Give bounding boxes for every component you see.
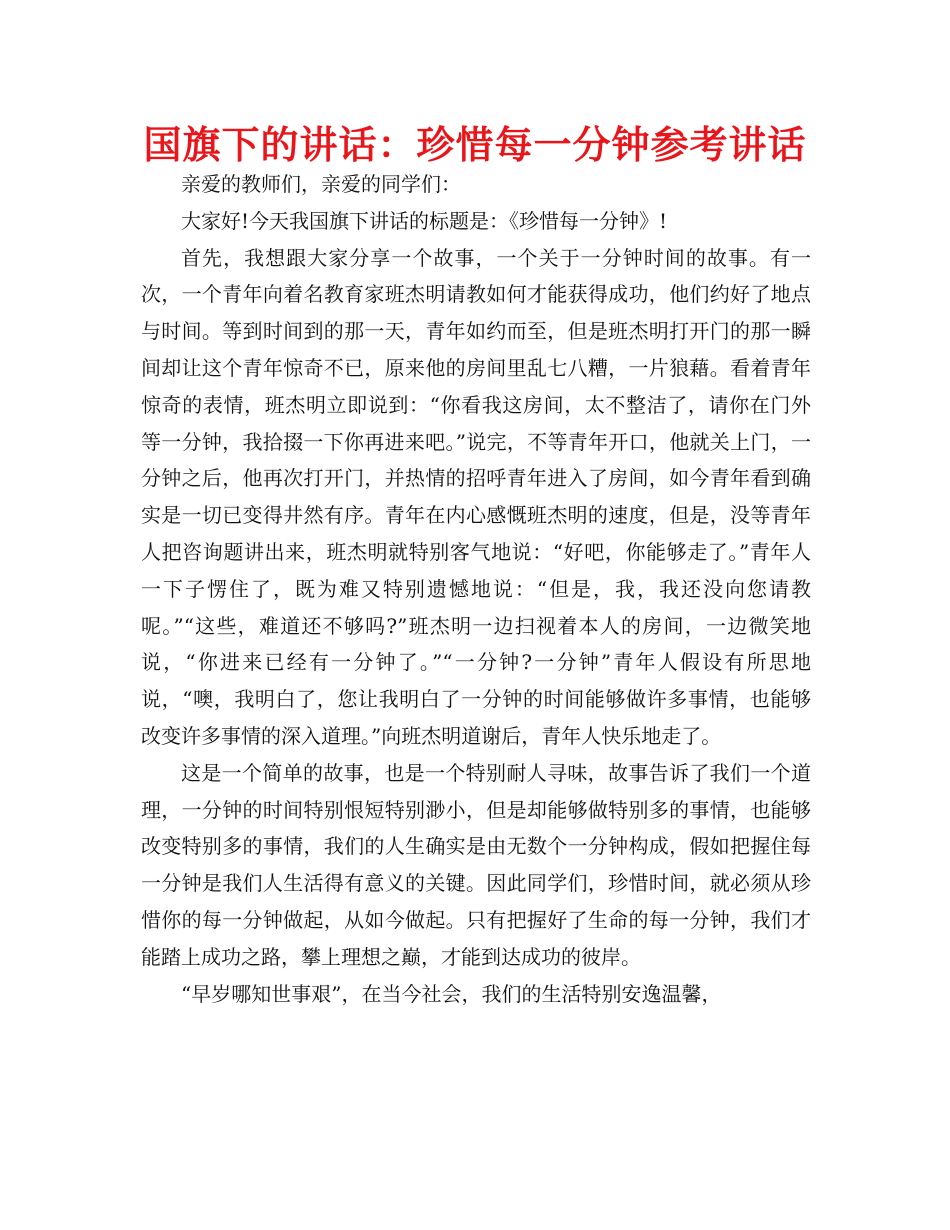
closing-paragraph: “早岁哪知世事艰”，在当今社会，我们的生活特别安逸温馨， (181, 981, 722, 1006)
greeting-paragraph: 大家好!今天我国旗下讲话的标题是：《珍惜每一分钟》! (181, 208, 668, 233)
document-title: 国旗下的讲话：珍惜每一分钟参考讲话 (143, 123, 807, 167)
story-paragraph: 首先，我想跟大家分享一个故事，一个关于一分钟时间的故事。有一次，一个青年向着名教育家班杰明请教如何才能获得成功，他们约好了地点与时间。等到时间到的那一天，青年如约而至，但是班杰明打开门的那一瞬间却让这个青年惊奇不已，原来他的房间里乱七八糟，一片狼藉。看着青年惊奇的表情，班杰明立即说到：“你看我这房间，太不整洁了，请你在门外等一分钟，我拾掇一下你再进来吧。”说完，不等青年开口，他就关上门，一分钟之后，他再次打开门，并热情的招呼青年进入了房间，如今青年看到确实是一切已变得井然有序。青年在内心感慨班杰明的速度，但是，没等青年人把咨询题讲出来，班杰明就特别客气地说：“好吧，你能够走了。”青年人一下子愣住了，既为难又特别遗憾地说：“但是，我，我还没向您请教呢。”“这些，难道还不够吗?”班杰明一边扫视着本人的房间，一边微笑地说，“你进来已经有一分钟了。”“一分钟?一分钟”青年人假设有所思地说，“噢，我明白了，您让我明白了一分钟的时间能够做许多事情，也能够改变许多事情的深入道理。”向班杰明道谢后，青年人快乐地走了。 (141, 245, 811, 748)
lesson-paragraph: 这是一个简单的故事，也是一个特别耐人寻味，故事告诉了我们一个道理，一分钟的时间特别恨短特别渺小，但是却能够做特别多的事情，也能够改变特别多的事情，我们的人生确实是由无数个一分钟构成，假如把握住每一分钟是我们人生活得有意义的关键。因此同学们，珍惜时间，就必须从珍惜你的每一分钟做起，从如今做起。只有把握好了生命的每一分钟，我们才能踏上成功之路，攀上理想之巅，才能到达成功的彼岸。 (141, 760, 811, 969)
salutation-paragraph: 亲爱的教师们，亲爱的同学们： (181, 172, 461, 196)
document-body (141, 166, 811, 1012)
